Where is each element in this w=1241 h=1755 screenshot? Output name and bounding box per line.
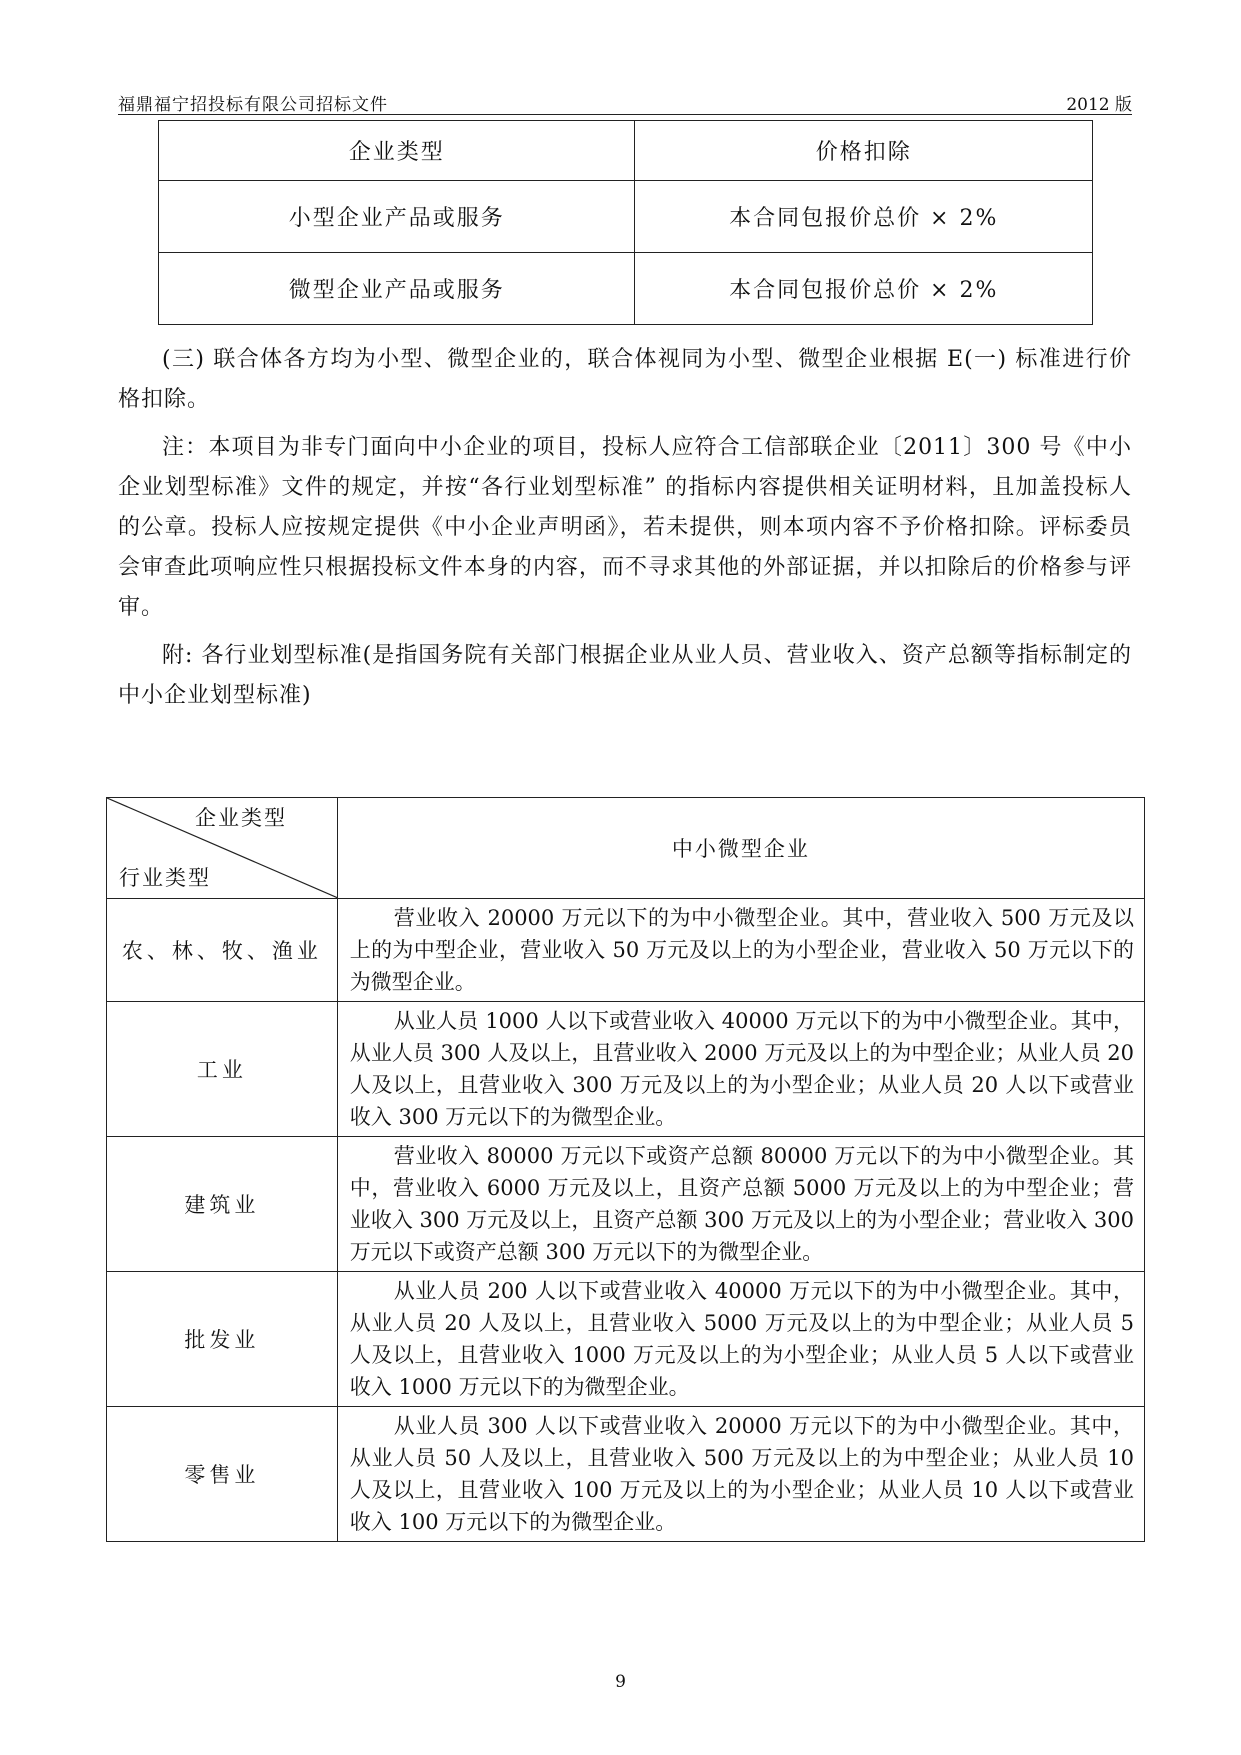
cell-deduction-micro: 本合同包报价总价 × 2% xyxy=(635,253,1093,325)
industry-standards-table xyxy=(106,797,1145,1542)
table-row xyxy=(107,1272,1145,1407)
industry-cell: 建筑业 xyxy=(107,1137,338,1272)
table-row xyxy=(107,899,1145,1002)
criteria-cell xyxy=(337,1002,1144,1137)
table-row xyxy=(159,181,1093,253)
criteria-text: 从业人员 200 人以下或营业收入 40000 万元以下的为中小微型企业。其中，从业人员 20 人及以上，且营业收入 5000 万元及以上的为中型企业；从业人员 5 人及以上，且营业收入 1000 万元及以上的为小型企业；从业人员 5 人以下或营业收入 1000 万元以下的为微型企业。 xyxy=(349,1279,1134,1399)
header-cell-price-deduction: 价格扣除 xyxy=(635,121,1093,181)
corner-label-enterprise-type: 企业类型 xyxy=(195,806,287,830)
criteria-text: 从业人员 1000 人以下或营业收入 40000 万元以下的为中小微型企业。其中，从业人员 300 人及以上，且营业收入 2000 万元及以上的为中型企业；从业人员 20 人及以上，且营业收入 300 万元及以上的为小型企业；从业人员 20 人以下或营业收入 300 万元以下的为微型企业。 xyxy=(349,1009,1134,1129)
industry-cell: 农、林、牧、渔业 xyxy=(107,899,338,1002)
table-row xyxy=(107,1137,1145,1272)
paragraph-note: 注：本项目为非专门面向中小企业的项目，投标人应符合工信部联企业〔2011〕300 号《中小企业划型标准》文件的规定，并按“各行业划型标准” 的指标内容提供相关证明材料，且加盖投标人的公章。投标人应按规定提供《中小企业声明函》，若未提供，则本项内容不予价格扣除。评标委员会审查此项响应性只根据投标文件本身的内容，而不寻求其他的外部证据，并以扣除后的价格参与评审。 xyxy=(118,435,1132,620)
table-header-row xyxy=(159,121,1093,181)
table-row xyxy=(107,1407,1145,1542)
paragraph-appendix: 附: 各行业划型标准(是指国务院有关部门根据企业从业人员、营业收入、资产总额等指标制定的中小企业划型标准) xyxy=(118,643,1132,708)
body-text xyxy=(118,340,1132,716)
criteria-cell xyxy=(337,1272,1144,1407)
header-company-title: 福鼎福宁招投标有限公司招标文件 xyxy=(118,95,388,115)
cell-type-micro: 微型企业产品或服务 xyxy=(159,253,635,325)
criteria-text: 从业人员 300 人以下或营业收入 20000 万元以下的为中小微型企业。其中，从业人员 50 人及以上，且营业收入 500 万元及以上的为中型企业；从业人员 10 人及以上，且营业收入 100 万元及以上的为小型企业；从业人员 10 人以下或营业收入 100 万元以下的为微型企业。 xyxy=(349,1414,1134,1534)
paragraph-consortium: (三) 联合体各方均为小型、微型企业的，联合体视同为小型、微型企业根据 E(一) 标准进行价格扣除。 xyxy=(118,347,1132,412)
criteria-text: 营业收入 20000 万元以下的为中小微型企业。其中，营业收入 500 万元及以上的为中型企业，营业收入 50 万元及以上的为小型企业，营业收入 50 万元以下的为微型企业。 xyxy=(349,906,1134,994)
industry-cell: 批发业 xyxy=(107,1272,338,1407)
table-row xyxy=(159,253,1093,325)
industry-cell: 工业 xyxy=(107,1002,338,1137)
table-row xyxy=(107,1002,1145,1137)
price-deduction-table xyxy=(158,120,1093,325)
cell-type-small: 小型企业产品或服务 xyxy=(159,181,635,253)
corner-label-industry-type: 行业类型 xyxy=(119,866,211,890)
table-header-row xyxy=(107,798,1145,899)
criteria-text: 营业收入 80000 万元以下或资产总额 80000 万元以下的为中小微型企业。其中，营业收入 6000 万元及以上，且资产总额 5000 万元及以上的为中型企业；营业收入 300 万元及以上，且资产总额 300 万元及以上的为小型企业；营业收入 300 万元以下或资产总额 300 万元以下的为微型企业。 xyxy=(349,1144,1134,1264)
criteria-cell xyxy=(337,1407,1144,1542)
header-cell-enterprise-type: 企业类型 xyxy=(159,121,635,181)
criteria-cell xyxy=(337,899,1144,1002)
cell-deduction-small: 本合同包报价总价 × 2% xyxy=(635,181,1093,253)
diagonal-header-cell xyxy=(107,798,338,899)
page-header xyxy=(118,88,1132,115)
criteria-cell xyxy=(337,1137,1144,1272)
page-number: 9 xyxy=(615,1672,626,1692)
header-edition: 2012 版 xyxy=(1066,95,1132,115)
industry-cell: 零售业 xyxy=(107,1407,338,1542)
header-cell-sme: 中小微型企业 xyxy=(337,798,1144,899)
